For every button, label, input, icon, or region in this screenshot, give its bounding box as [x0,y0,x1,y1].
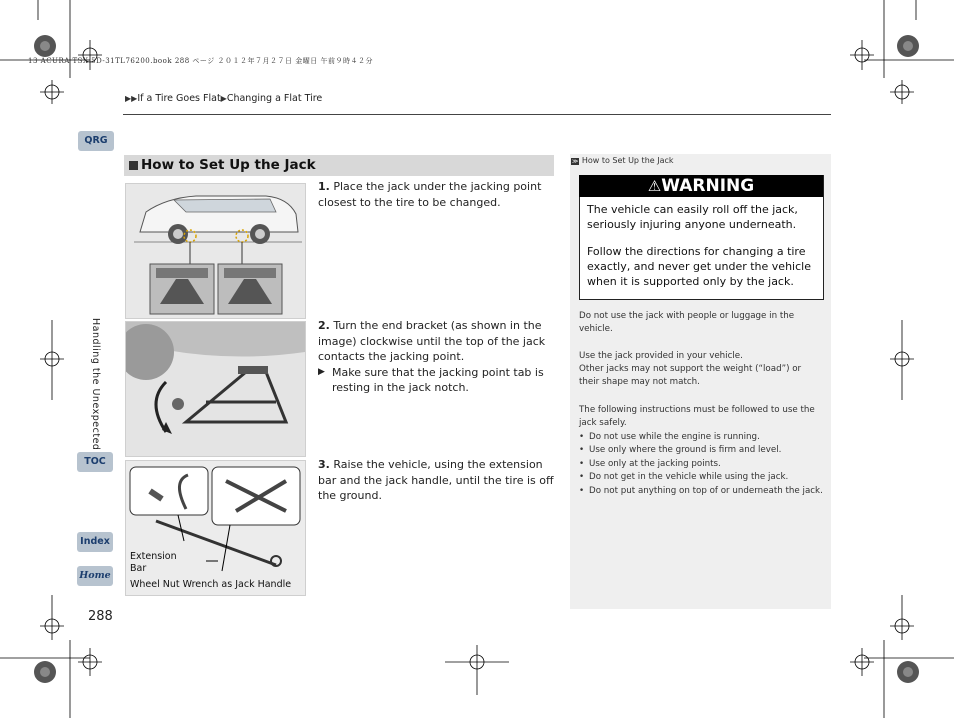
index-button[interactable]: Index [77,532,113,552]
reference-label [571,156,674,165]
list-item [579,485,824,498]
bullet-text: Do not get in the vehicle while using the jack. [589,472,789,483]
label-extension: Extension [130,551,177,562]
step-3-text: Raise the vehicle, using the extension bar and the jack handle, until the tire is off the ground. [318,458,554,502]
note-2a: Use the jack provided in your vehicle. [579,351,743,361]
safety-bullet-list [579,431,824,498]
list-item [579,471,824,484]
list-item [579,444,824,457]
note-arrow-icon: ▶ [318,366,325,377]
jack-bracket-illustration [126,322,305,456]
step-2-text: Turn the end bracket (as shown in the image) clockwise until the top of the jack contacts the jacking point. [318,319,546,363]
breadcrumb [125,93,322,104]
breadcrumb-link-flat-tire[interactable]: If a Tire Goes Flat [137,93,221,104]
note-1: Do not use the jack with people or luggage in the vehicle. [579,311,795,335]
header-rule [123,114,831,115]
warning-triangle-icon: ⚠ [647,177,662,195]
note-2b: Other jacks may not support the weight (“load”) or their shape may not match. [579,364,802,388]
figure-jack-tools [125,460,306,596]
step-2-note-text: Make sure that the jacking point tab is resting in the jack notch. [332,365,544,394]
list-item [579,458,824,471]
print-header: 13 ACURA TSX 5D-31TL76200.book 288 ページ ２０１２年７月２７日 金曜日 午前９時４２分 [28,57,373,65]
extension-bar-wrench-illustration [126,461,305,595]
warning-title: WARNING [661,176,755,196]
bullet-text: Use only where the ground is firm and level. [589,445,782,456]
section-marker-icon [129,161,138,170]
bullet-icon: • [579,445,585,456]
step-2 [318,318,550,396]
reference-title: How to Set Up the Jack [581,156,674,165]
breadcrumb-current: Changing a Flat Tire [226,93,323,104]
step-1 [318,179,548,210]
warning-paragraph-1: The vehicle can easily roll off the jack, seriously injuring anyone underneath. [587,203,798,231]
breadcrumb-arrows: ▶▶ [125,94,138,103]
bullet-text: Do not put anything on top of or underneath the jack. [589,485,823,496]
bullet-icon: • [579,472,585,483]
page-number: 288 [88,609,113,624]
step-3-number: 3. [318,458,330,471]
section-title: How to Set Up the Jack [141,157,316,173]
bullet-icon: • [579,458,585,469]
reference-icon: ≫ [572,158,579,165]
warning-paragraph-2: Follow the directions for changing a tire exactly, and never get under the vehicle when it is supported only by the jack. [587,245,811,288]
step-2-note [318,365,550,396]
step-1-number: 1. [318,180,330,193]
chapter-title: Handling the Unexpected [90,318,101,451]
bullet-icon: • [579,432,585,442]
figure-jack-turning [125,321,306,457]
step-3 [318,457,554,504]
label-wrench: Wheel Nut Wrench as Jack Handle [130,579,292,590]
warning-header [579,175,823,197]
bullet-icon: • [579,485,585,496]
list-item [579,431,824,444]
step-1-text: Place the jack under the jacking point closest to the tire to be changed. [318,180,542,209]
step-2-number: 2. [318,319,330,332]
home-button[interactable]: Home [77,566,113,586]
bullet-text: Do not use while the engine is running. [589,432,760,442]
car-jack-points-illustration [126,184,305,318]
label-bar: Bar [130,563,147,574]
figure-jack-position [125,183,306,319]
bullet-text: Use only at the jacking points. [589,458,721,469]
qrg-button[interactable]: QRG [78,131,114,151]
toc-button[interactable]: TOC [77,452,113,472]
note-3: The following instructions must be followed to use the jack safely. [579,405,815,429]
breadcrumb-separator: ▶ [220,94,227,103]
